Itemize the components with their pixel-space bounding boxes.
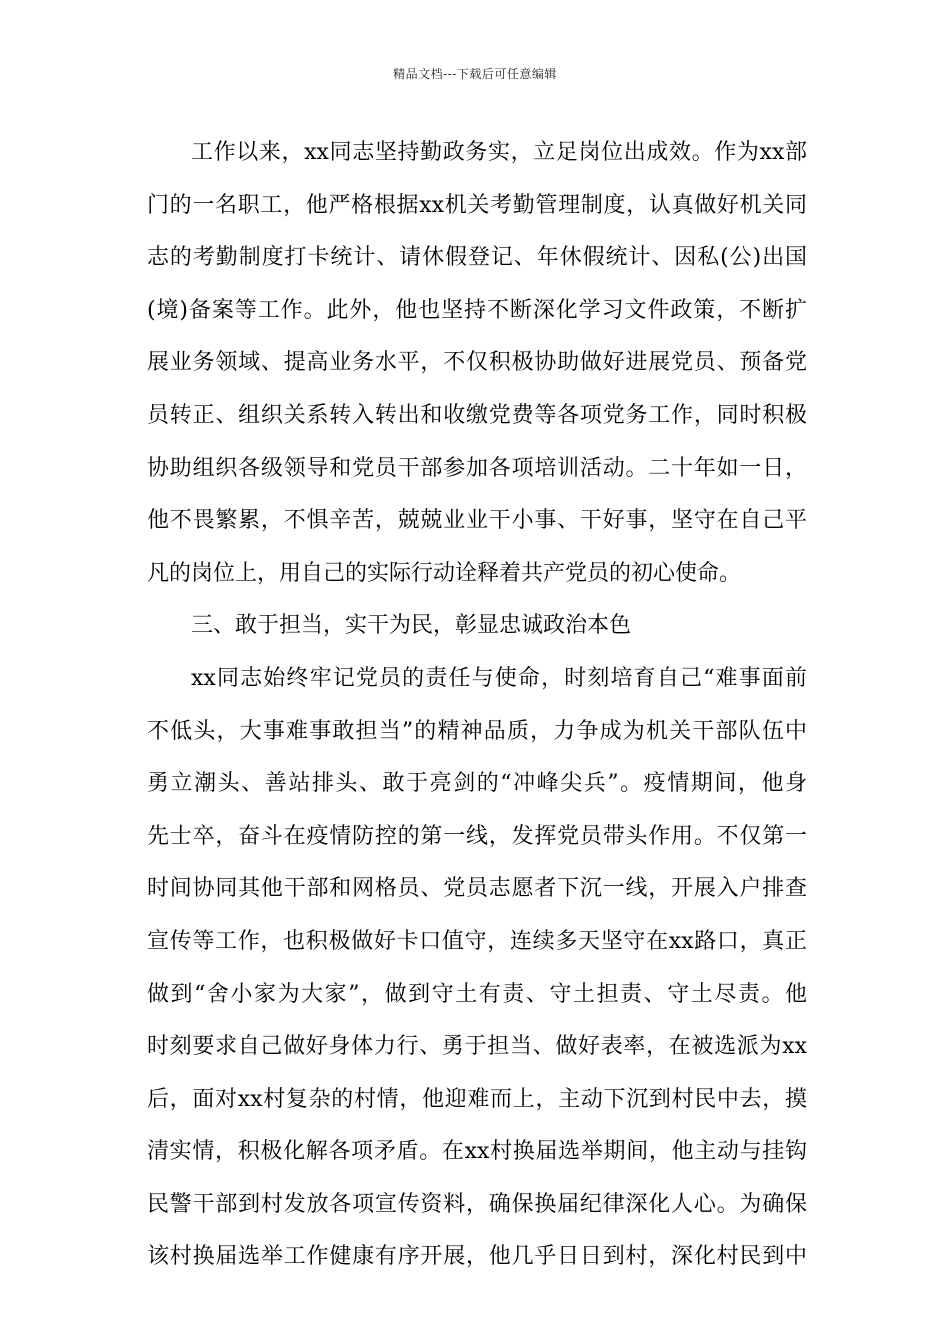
section-heading: 三、敢于担当，实干为民，彰显忠诚政治本色 [191,613,632,639]
text-line: 后，面对xx村复杂的村情，他迎难而上，主动下沉到村民中去，摸 [147,1086,807,1112]
text-line: 该村换届选举工作健康有序开展，他几乎日日到村，深化村民到中 [147,1244,807,1270]
text-line: 凡的岗位上，用自己的实际行动诠释着共产党员的初心使命。 [147,560,742,586]
text-line: 工作以来，xx同志坚持勤政务实，立足岗位出成效。作为xx部 [191,140,807,165]
text-line: 志的考勤制度打卡统计、请休假登记、年休假统计、因私(公)出国 [147,245,807,271]
text-line: 民警干部到村发放各项宣传资料，确保换届纪律深化人心。为确保 [147,1191,807,1217]
text-line: 做到“舍小家为大家”，做到守土有责、守土担责、守土尽责。他 [147,981,807,1007]
text-line: 不低头，大事难事敢担当”的精神品质，力争成为机关干部队伍中 [147,718,807,744]
text-line: 先士卒，奋斗在疫情防控的第一线，发挥党员带头作用。不仅第一 [147,823,807,849]
document-body [147,127,807,1284]
text-line: 清实情，积极化解各项矛盾。在xx村换届选举期间，他主动与挂钩 [147,1139,807,1165]
text-line: (境)备案等工作。此外，他也坚持不断深化学习文件政策，不断扩 [147,297,807,323]
text-line: 展业务领域、提高业务水平，不仅积极协助做好进展党员、预备党 [147,350,807,376]
text-line: 门的一名职工，他严格根据xx机关考勤管理制度，认真做好机关同 [147,192,807,218]
text-line: 时刻要求自己做好身体力行、勇于担当、做好表率，在被选派为xx [147,1034,807,1060]
text-line: 他不畏繁累，不惧辛苦，兢兢业业干小事、干好事，坚守在自己平 [147,508,807,534]
page-header: 精品文档---下载后可任意编辑 [393,67,557,81]
text-line: 勇立潮头、善站排头、敢于亮剑的“冲峰尖兵”。疫情期间，他身 [147,771,807,797]
text-line: 时间协同其他干部和网格员、党员志愿者下沉一线，开展入户排查 [147,876,807,902]
text-line: 员转正、组织关系转入转出和收缴党费等各项党务工作，同时积极 [147,402,807,428]
text-line: 宣传等工作，也积极做好卡口值守，连续多天坚守在xx路口，真正 [147,928,807,954]
text-line: 协助组织各级领导和党员干部参加各项培训活动。二十年如一日， [147,455,807,481]
text-line: xx同志始终牢记党员的责任与使命，时刻培育自己“难事面前 [191,665,807,691]
